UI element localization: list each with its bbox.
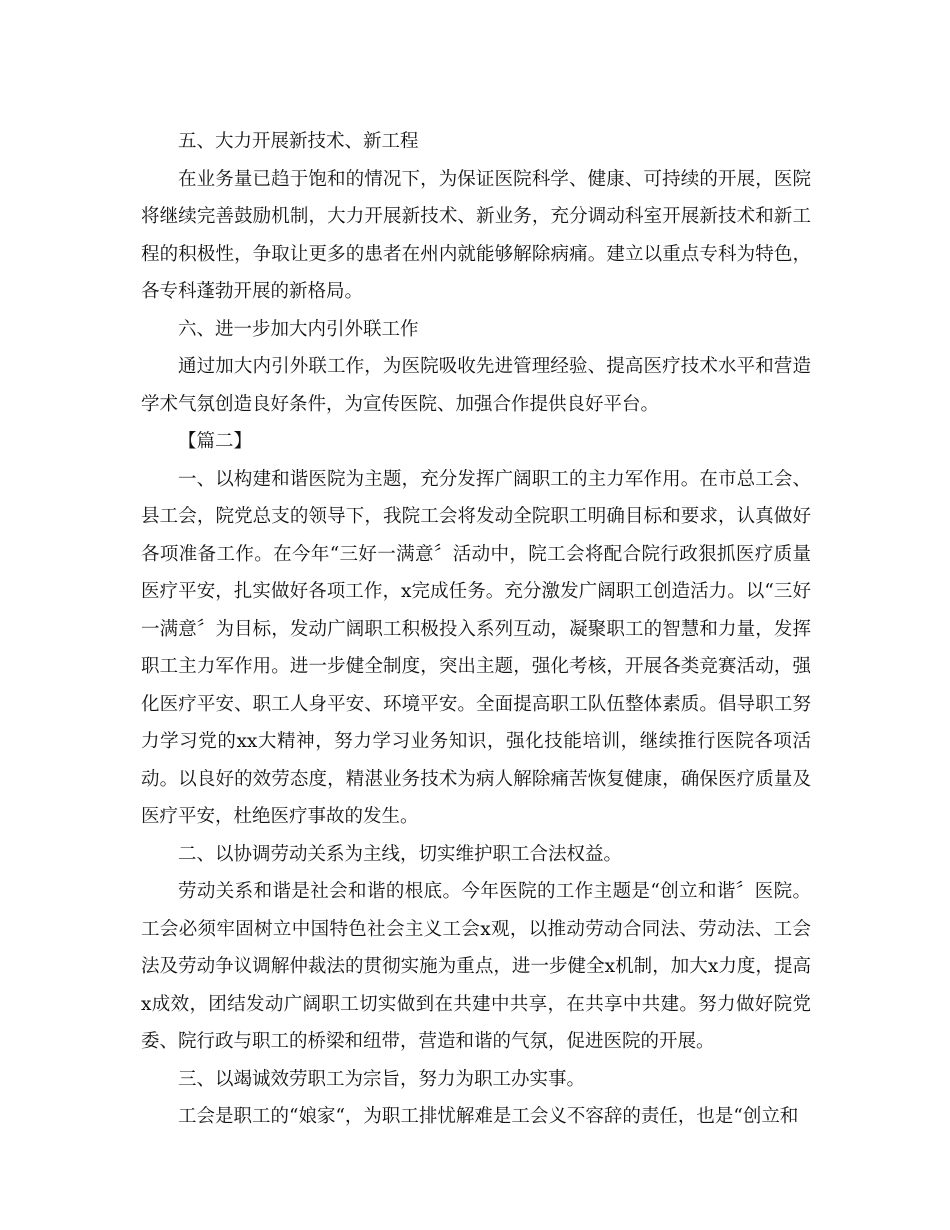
paragraph: 劳动关系和谐是社会和谐的根底。今年医院的工作主题是“创立和谐〞医院。工会必须牢固树立中国特色社会主义工会x观，以推动劳动合同法、劳动法、工会法及劳动争议调解仲裁法的贯彻实施为重点，进一步健全x机制，加大x力度，提高x成效，团结发动广阔职工切实做到在共建中共享，在共享中共建。努力做好院党委、院行政与职工的桥梁和纽带，营造和谐的气氛，促进医院的开展。 bbox=[141, 881, 811, 1052]
document-body bbox=[141, 123, 811, 1136]
paragraph: 通过加大内引外联工作，为医院吸收先进管理经验、提高医疗技术水平和营造学术气氛创造良好条件，为宣传医院、加强合作提供良好平台。 bbox=[141, 356, 811, 415]
section-heading-5: 五、大力开展新技术、新工程 bbox=[178, 131, 419, 152]
paragraph: 工会是职工的“娘家“，为职工排忧解难是工会义不容辞的责任，也是“创立和 bbox=[178, 1106, 799, 1127]
paragraph: 一、以构建和谐医院为主题，充分发挥广阔职工的主力军作用。在市总工会、县工会，院党总支的领导下，我院工会将发动全院职工明确目标和要求，认真做好各项准备工作。在今年“三好一满意〞活动中，院工会将配合院行政狠抓医疗质量医疗平安，扎实做好各项工作，x完成任务。充分激发广阔职工创造活力。以“三好一满意〞为目标，发动广阔职工积极投入系列互动，凝聚职工的智慧和力量，发挥职工主力军作用。进一步健全制度，突出主题，强化考核，开展各类竞赛活动，强化医疗平安、职工人身平安、环境平安。全面提高职工队伍整体素质。倡导职工努力学习党的xx大精神，努力学习业务知识，强化技能培训，继续推行医院各项活动。以良好的效劳态度，精湛业务技术为病人解除痛苦恢复健康，确保医疗质量及医疗平安，杜绝医疗事故的发生。 bbox=[141, 468, 811, 827]
section-heading-3: 三、以竭诚效劳职工为宗旨，努力为职工办实事。 bbox=[178, 1068, 586, 1090]
paragraph: 在业务量已趋于饱和的情况下，为保证医院科学、健康、可持续的开展，医院将继续完善鼓励机制，大力开展新技术、新业务，充分调动科室开展新技术和新工程的积极性，争取让更多的患者在州内就能够解除病痛。建立以重点专科为特色，各专科蓬勃开展的新格局。 bbox=[141, 168, 811, 302]
section-heading-2: 二、以协调劳动关系为主线，切实维护职工合法权益。 bbox=[178, 843, 623, 865]
part-heading: 【篇二】 bbox=[178, 431, 253, 452]
section-heading-6: 六、进一步加大内引外联工作 bbox=[178, 318, 419, 340]
